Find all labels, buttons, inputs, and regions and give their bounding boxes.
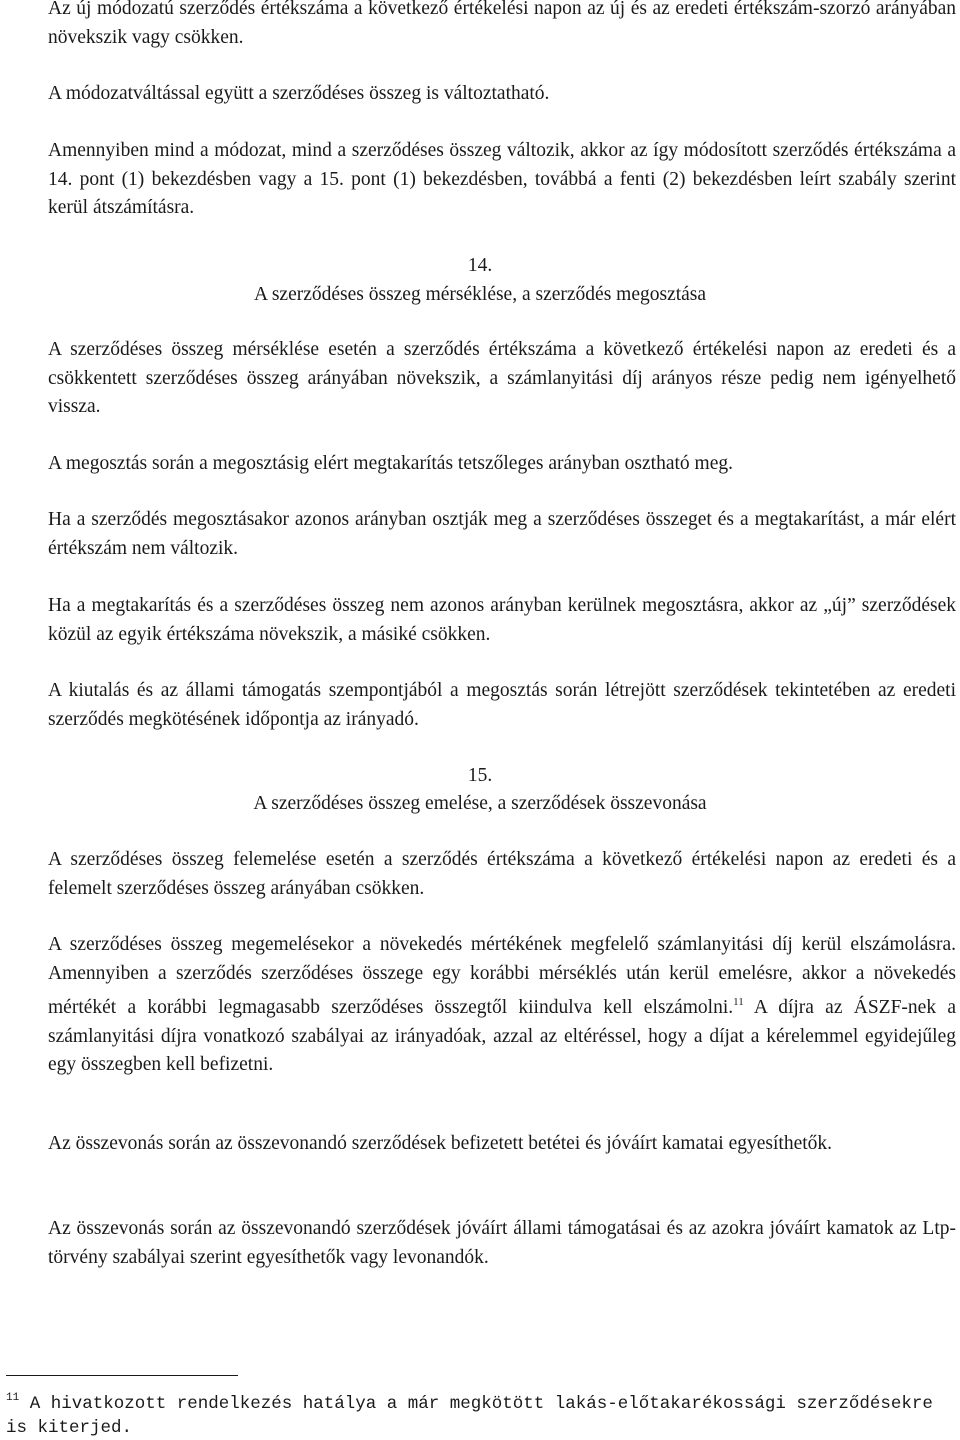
paragraph-text: A szerződéses összeg megemelésekor a növekedés mértékének megfelelő számlanyitási díj kerül elszámolásra. Amennyiben a szerződés szerződéses összege egy korábbi mérséklés után kerül emelésre, akkor a növekedés mértékét a korábbi legmagasabb szerződéses összegtől kiindulva kell elszámolni. [48,934,956,1018]
section-15-paragraph-1 [6,846,956,903]
section-15-paragraph-4 [6,1215,956,1272]
footnote-number: 11 [6,1392,20,1404]
paragraph-4 [6,137,956,223]
paragraph-text: A kiutalás és az állami támogatás szempontjából a megosztás során létrejött szerződések tekintetében az eredeti szerződés megkötésének időpontja az irányadó. [48,680,956,730]
paragraph-text: Ha a szerződés megosztásakor azonos arányban osztják meg a szerződéses összeget és a megtakarítást, a már elért értékszám nem változik. [48,509,956,559]
paragraph-number [6,846,48,875]
section-14-paragraph-5 [6,677,956,734]
paragraph-text: Amennyiben mind a módozat, mind a szerződéses összeg változik, akkor az így módosított szerződés értékszáma a 14. pont (1) bekezdésben vagy a 15. pont (1) bekezdésben, továbbá a fenti (2) bekezdésben leírt szabály szerint kerül átszámításra. [48,140,956,218]
paragraph-number [6,80,48,109]
paragraph-2 [6,0,956,52]
paragraph-text-continued: A díjra az ÁSZF-nek a számlanyitási díjra vonatkozó szabályai az irányadóak, azzal az eltéréssel, hogy a díjat a kérelemmel egyidejűleg egy összegben kell befizetni. [48,997,956,1075]
paragraph-text: A megosztás során a megosztásig elért megtakarítás tetszőleges arányban osztható meg. [48,453,733,474]
paragraph-text: A módozatváltással együtt a szerződéses összeg is változtatható. [48,83,550,104]
section-14-paragraph-2 [6,450,956,479]
section-14-paragraph-1 [6,336,956,422]
paragraph-number [6,1215,48,1244]
paragraph-text: Az új módozatú szerződés értékszáma a következő értékelési napon az új és az eredeti értékszám-szorzó arányában növekszik vagy csökken. [48,0,956,48]
paragraph-number [6,336,48,365]
paragraph-text: Az összevonás során az összevonandó szerződések befizetett betétei és jóváírt kamatai egyesíthetők. [48,1133,833,1154]
section-14-paragraph-4 [6,592,956,649]
section-14-number: 14. [467,255,493,276]
paragraph-number [6,931,48,960]
paragraph-text: A szerződéses összeg felemelése esetén a szerződés értékszáma a következő értékelési napon az eredeti és a felemelt szerződéses összeg arányában csökken. [48,849,956,899]
section-15-number: 15. [467,765,493,786]
paragraph-number [6,506,48,535]
section-14-paragraph-3 [6,506,956,563]
paragraph-3 [6,80,956,109]
paragraph-number [6,1130,48,1159]
paragraph-number [6,450,48,479]
footnote-reference[interactable]: 11 [733,996,744,1008]
footnote-text: A hivatkozott rendelkezés hatálya a már megkötött lakás-előtakarékossági szerződésekre is kiterjed. [6,1394,933,1438]
paragraph-number [6,677,48,706]
footnote [6,1386,956,1440]
paragraph-number [6,592,48,621]
paragraph-number [6,0,48,24]
section-15-paragraph-2 [6,931,956,1080]
paragraph-number [6,137,48,166]
paragraph-text: A szerződéses összeg mérséklése esetén a szerződés értékszáma a következő értékelési napon az eredeti és a csökkentett szerződéses összeg arányában növekszik, a számlanyitási díj arányos része pedig nem igényelhető vissza. [48,339,956,417]
section-14-title: A szerződéses összeg mérséklése, a szerződés megosztása [253,284,707,305]
section-15-paragraph-3 [6,1130,956,1159]
paragraph-text: Az összevonás során az összevonandó szerződések jóváírt állami támogatásai és az azokra jóváírt kamatok az Ltp-törvény szabályai szerint egyesíthetők vagy levonandók. [48,1218,956,1268]
section-15-title: A szerződéses összeg emelése, a szerződések összevonása [253,793,707,814]
footnote-separator [6,1375,238,1376]
paragraph-text: Ha a megtakarítás és a szerződéses összeg nem azonos arányban kerülnek megosztásra, akkor az „új” szerződések közül az egyik értékszáma növekszik, a másiké csökken. [48,595,956,645]
